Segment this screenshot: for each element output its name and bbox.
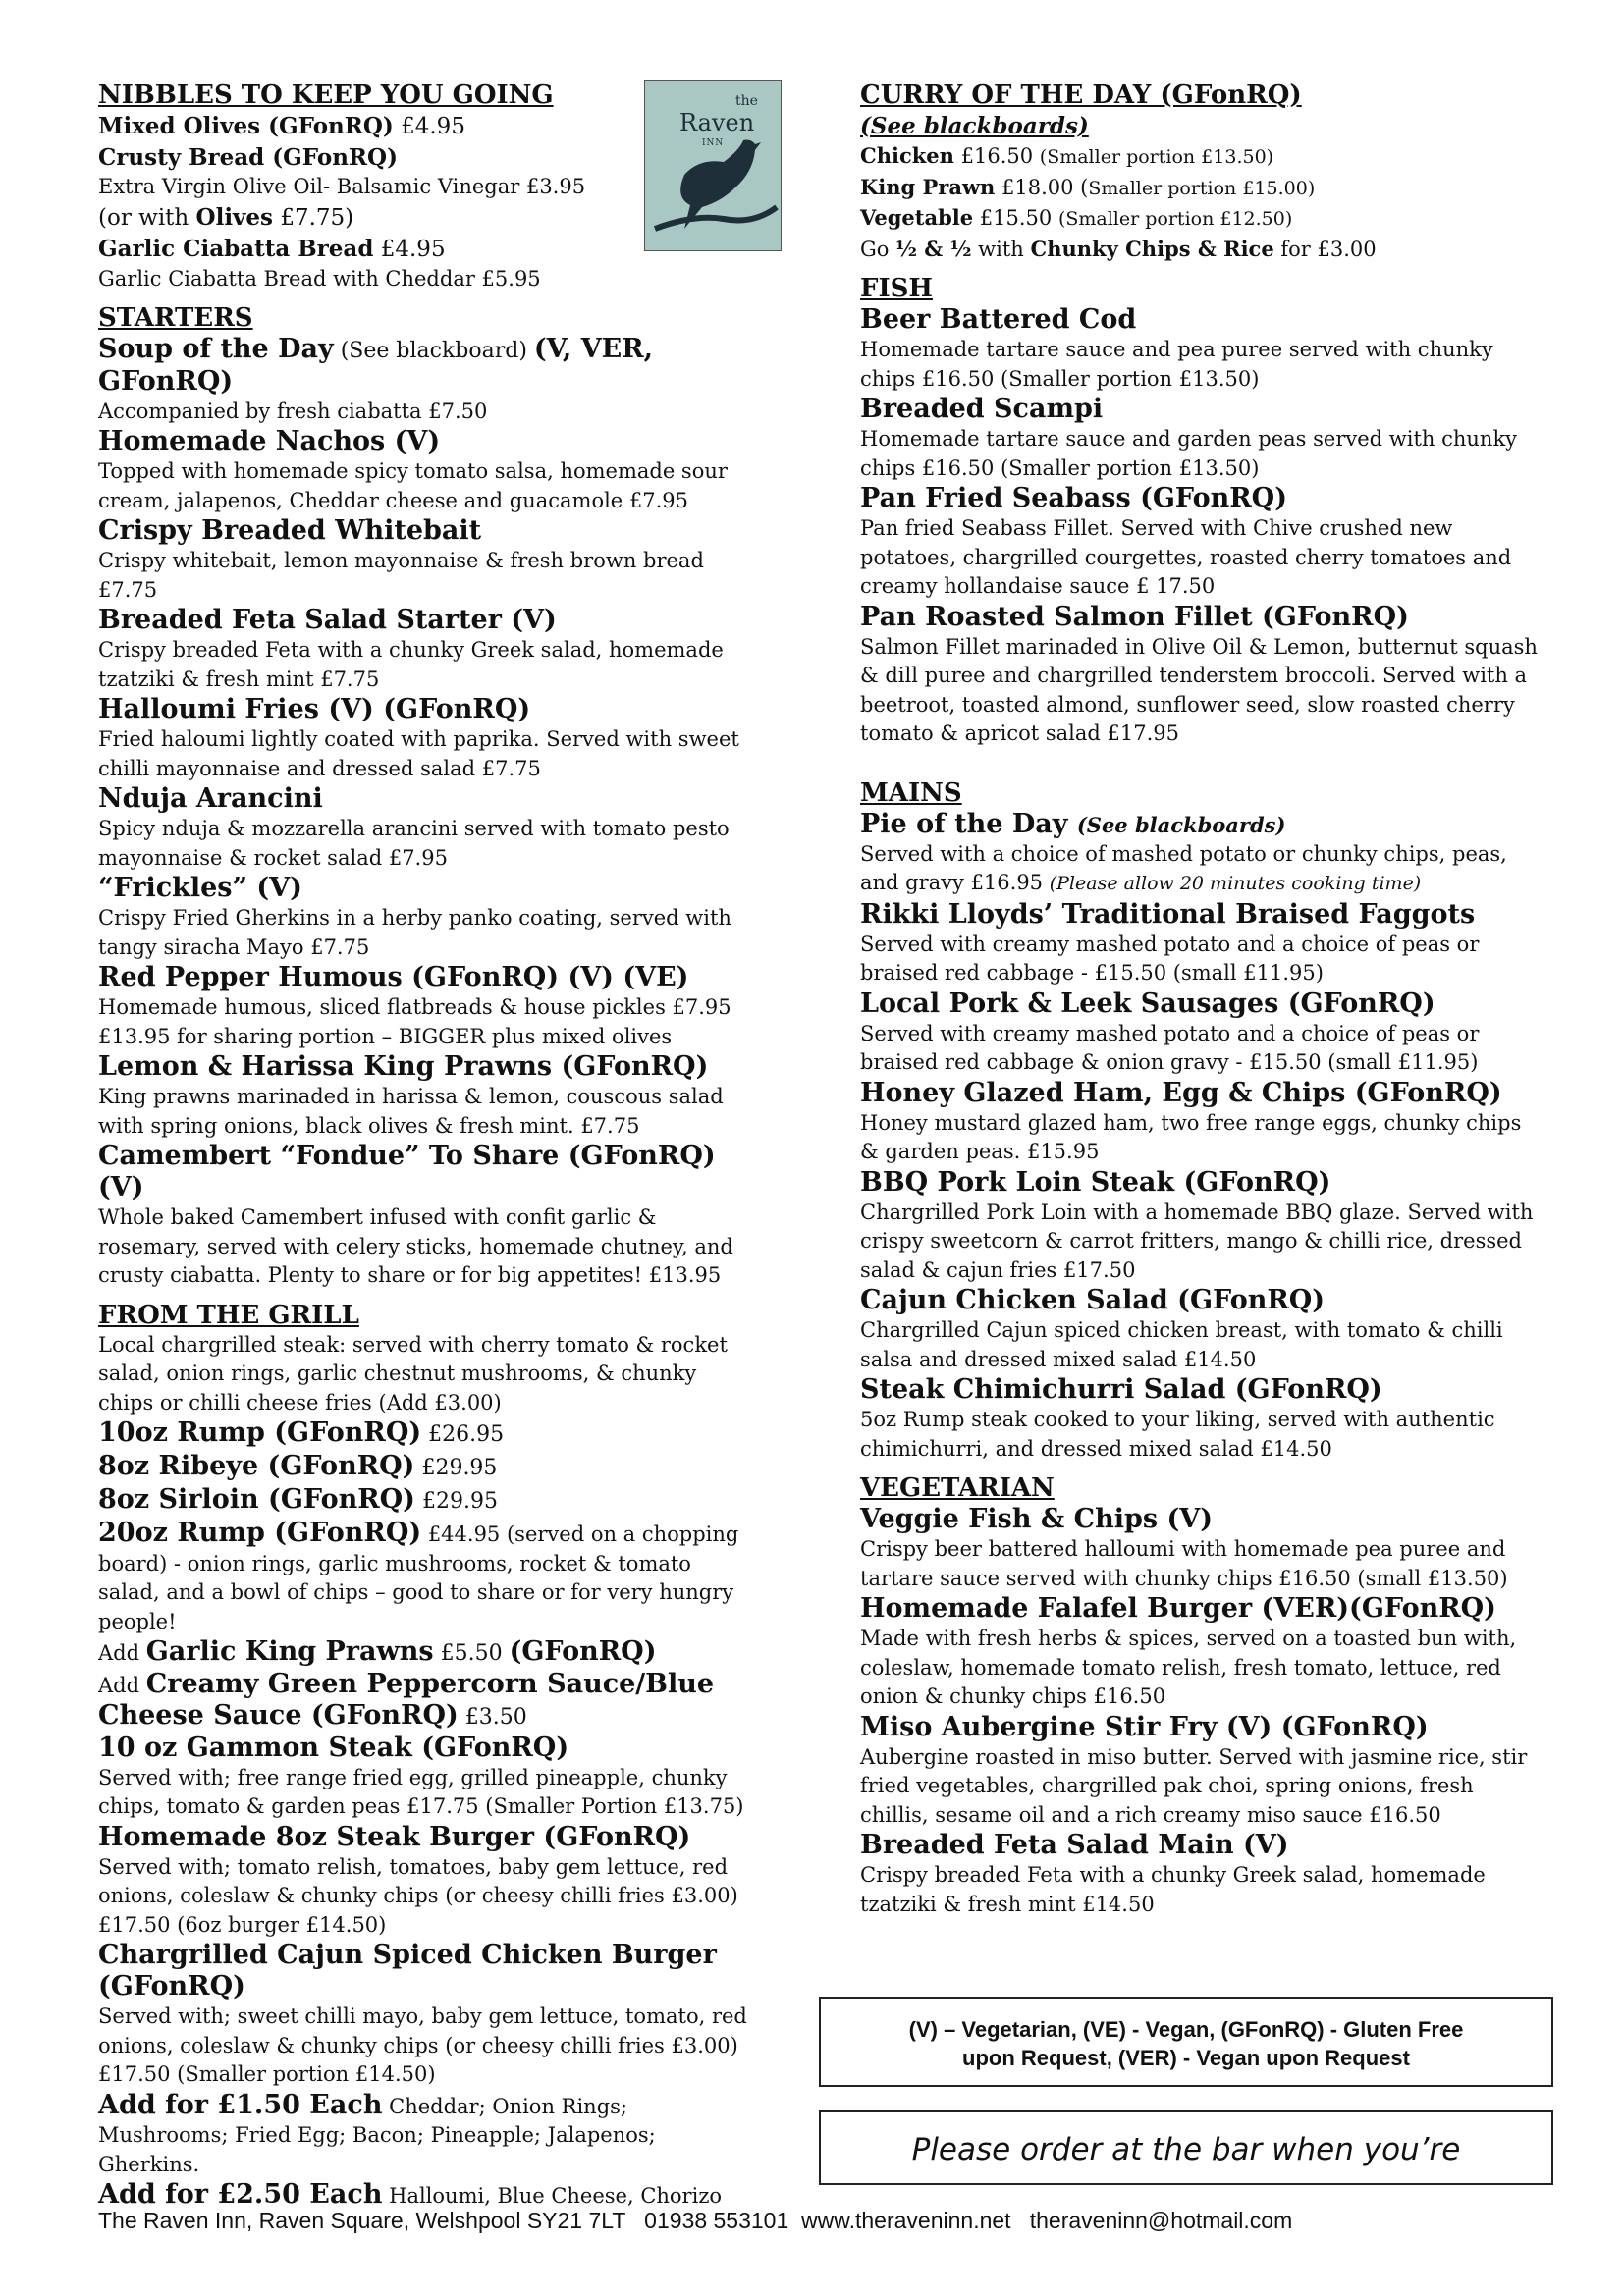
mains-heading: MAINS [860,777,962,808]
footer-contact: The Raven Inn, Raven Square, Welshpool SY21 7LT 01938 553101 www.theraveninn.net theraveninn@hotmail.com [98,2208,1293,2233]
veg-name: Homemade Falafel Burger (VER)(GFonRQ) [860,1593,1496,1624]
starter-name: Lemon & Harissa King Prawns (GFonRQ) [98,1051,709,1082]
veg-desc: Made with fresh herbs & spices, served on a toasted bun with, coleslaw, homemade tomato relish, fresh tomato, lettuce, red onion & chunky chips £16.50 [860,1627,1517,1708]
starter-name: “Frickles” (V) [98,873,302,903]
starter-desc: Topped with homemade spicy tomato salsa, homemade sour cream, jalapenos, Cheddar cheese and guacamole £7.95 [98,459,728,512]
starter-name: Crispy Breaded Whitebait [98,515,482,546]
main-desc: Chargrilled Pork Loin with a homemade BBQ glaze. Served with crispy sweetcorn & carrot fritters, mango & chilli rice, dressed salad & cajun fries £17.50 [860,1200,1534,1282]
starter-desc: Crispy breaded Feta with a chunky Greek salad, homemade tzatziki & fresh mint £7.75 [98,638,724,691]
legend-line2: upon Request, (VER) - Vegan upon Request [962,2046,1410,2070]
curry-option: Chicken £16.50 (Smaller portion £13.50) [860,143,1274,168]
starter-soup-desc: Accompanied by fresh ciabatta £7.50 [98,399,488,423]
starter-name: Halloumi Fries (V) (GFonRQ) [98,694,531,724]
add-prawns: Add Garlic King Prawns £5.50 (GFonRQ) [98,1636,657,1667]
fish-desc: Pan fried Seabass Fillet. Served with Chive crushed new potatoes, chargrilled courgettes, roasted cherry tomatoes and creamy hollandaise sauce £ 17.50 [860,516,1512,598]
starter-name: Homemade Nachos (V) [98,426,441,456]
starter-desc: Spicy nduja & mozzarella arancini served with tomato pesto mayonnaise & rocket salad £7.95 [98,817,730,870]
order-at-bar-note: Please order at the bar when you’re [819,2110,1553,2185]
grill-item-name: Homemade 8oz Steak Burger (GFonRQ) [98,1821,691,1852]
starter-name: Breaded Feta Salad Starter (V) [98,605,557,635]
grill-item-name: 10 oz Gammon Steak (GFonRQ) [98,1732,569,1763]
steak-option: 10oz Rump (GFonRQ) £26.95 [98,1417,505,1448]
logo-name: Raven [679,109,755,136]
main-desc: 5oz Rump steak cooked to your liking, served with authentic chimichurri, and dressed mixed salad £14.50 [860,1408,1495,1461]
starter-desc: Whole baked Camembert infused with confit garlic & rosemary, served with celery sticks, homemade chutney, and crusty ciabatta. Plenty to share or for big appetites! £13.95 [98,1205,733,1287]
grill-item-desc: Served with; free range fried egg, grilled pineapple, chunky chips, tomato & garden peas £17.75 (Smaller Portion £13.75) [98,1765,744,1818]
nibbles-garlic: Garlic Ciabatta Bread £4.95 [98,235,446,262]
fish-name: Pan Roasted Salmon Fillet (GFonRQ) [860,601,1409,632]
right-column [860,80,1538,1919]
starter-desc: Crispy whitebait, lemon mayonnaise & fresh brown bread £7.75 [98,549,704,602]
steak-option: 8oz Ribeye (GFonRQ) £29.95 [98,1451,498,1481]
fish-desc: Homemade tartare sauce and garden peas served with chunky chips £16.50 (Smaller portion £13.50) [860,427,1518,480]
dietary-legend [819,1997,1553,2087]
curry-option: King Prawn £18.00 (Smaller portion £15.00) [860,174,1316,199]
starter-name: Camembert “Fondue” To Share (GFonRQ)(V) [98,1141,716,1202]
main-name: Honey Glazed Ham, Egg & Chips (GFonRQ) [860,1077,1502,1108]
main-desc: Honey mustard glazed ham, two free range eggs, chunky chips & garden peas. £15.95 [860,1110,1522,1163]
add-150: Add for £1.50 Each Cheddar; Onion Rings; Mushrooms; Fried Egg; Bacon; Pineapple; Jalapenos; Gherkins. [98,2089,656,2176]
starter-name: Nduja Arancini [98,783,323,814]
grill-item-desc: Served with; sweet chilli mayo, baby gem lettuce, tomato, red onions, coleslaw & chunky chips (or cheesy chilli fries £3.00) £17.50 (Smaller portion £14.50) [98,2004,747,2086]
main-desc: Served with creamy mashed potato and a choice of peas or braised red cabbage - £15.50 (small £11.95) [860,932,1480,985]
main-name: BBQ Pork Loin Steak (GFonRQ) [860,1166,1331,1198]
main-desc: Chargrilled Cajun spiced chicken breast, with tomato & chilli salsa and dressed mixed salad £14.50 [860,1318,1503,1371]
steak-option: 8oz Sirloin (GFonRQ) £29.95 [98,1484,498,1515]
legend-line1: (V) – Vegetarian, (VE) - Vegan, (GFonRQ) - Gluten Free [908,2017,1464,2042]
starter-name: Red Pepper Humous (GFonRQ) (V) (VE) [98,962,689,992]
starter-desc: Crispy Fried Gherkins in a herby panko coating, served with tangy siracha Mayo £7.75 [98,906,731,959]
nibbles-bread-desc: Extra Virgin Olive Oil- Balsamic Vinegar £3.95 [98,175,586,198]
starter-desc: Fried haloumi lightly coated with paprika. Served with sweet chilli mayonnaise and dressed salad £7.75 [98,727,739,780]
nibbles-bread: Crusty Bread (GFonRQ) [98,144,398,171]
left-column [98,80,756,2212]
veg-name: Veggie Fish & Chips (V) [860,1504,1214,1534]
grill-heading: FROM THE GRILL [98,1300,359,1330]
grill-item-name: Chargrilled Cajun Spiced Chicken Burger (GFonRQ) [98,1940,717,2002]
fish-name: Pan Fried Seabass (GFonRQ) [860,483,1287,513]
add-sauce: Add Creamy Green Peppercorn Sauce/Blue Cheese Sauce (GFonRQ) £3.50 [98,1668,715,1731]
main-pie: Pie of the Day (See blackboards) [860,808,1286,839]
add-250: Add for £2.50 Each Halloumi, Blue Cheese, Chorizo [98,2179,723,2210]
curry-heading: CURRY OF THE DAY (GFonRQ) [860,80,1302,110]
big-rump: 20oz Rump (GFonRQ) £44.95 (served on a chopping board) - onion rings, garlic mushrooms, rocket & tomato salad, and a bowl of chips – good to share or for very hungry people! [98,1518,739,1633]
fish-heading: FISH [860,274,933,303]
main-desc: Served with creamy mashed potato and a choice of peas or braised red cabbage & onion gravy - £15.50 (small £11.95) [860,1021,1480,1074]
fish-name: Beer Battered Cod [860,304,1137,335]
main-name: Rikki Lloyds’ Traditional Braised Faggots [860,898,1476,930]
grill-intro: Local chargrilled steak: served with cherry tomato & rocket salad, onion rings, garlic chestnut mushrooms, & chunky chips or chilli cheese fries (Add £3.00) [98,1332,728,1415]
starter-desc: Homemade humous, sliced flatbreads & house pickles £7.95 £13.95 for sharing portion – BIGGER plus mixed olives [98,995,731,1048]
starter-desc: King prawns marinaded in harissa & lemon, couscous salad with spring onions, black olives & fresh mint. £7.75 [98,1085,724,1138]
veg-desc: Crispy beer battered halloumi with homemade pea puree and tartare sauce served with chunky chips £16.50 (small £13.50) [860,1537,1508,1590]
fish-name: Breaded Scampi [860,394,1104,424]
curry-half-half: Go ½ & ½ with Chunky Chips & Rice for £3.00 [860,236,1377,261]
curry-sub: (See blackboards) [860,113,1089,139]
veg-desc: Aubergine roasted in miso butter. Served with jasmine rice, stir fried vegetables, chargrilled pak choi, spring onions, fresh chillis, sesame oil and a rich creamy miso sauce £16.50 [860,1744,1528,1827]
fish-desc: Salmon Fillet marinaded in Olive Oil & Lemon, butternut squash & dill puree and chargrilled tenderstem broccoli. Served with a beetroot, toasted almond, sunflower seed, slow roasted cherry tomato & apricot salad £17.95 [860,634,1538,745]
nibbles-olives: Mixed Olives (GFonRQ) £4.95 [98,113,465,139]
nibbles-heading: NIBBLES TO KEEP YOU GOING [98,80,554,110]
veg-name: Miso Aubergine Stir Fry (V) (GFonRQ) [860,1711,1429,1742]
grill-item-desc: Served with; tomato relish, tomatoes, baby gem lettuce, red onions, coleslaw & chunky chips (or cheesy chilli fries £3.00) £17.50 (6oz burger £14.50) [98,1854,738,1937]
nibbles-garlic-cheddar: Garlic Ciabatta Bread with Cheddar £5.95 [98,266,541,291]
starters-heading: STARTERS [98,303,253,333]
veg-name: Breaded Feta Salad Main (V) [860,1830,1289,1860]
nibbles-bread-olives: (or with Olives £7.75) [98,203,354,231]
main-name: Cajun Chicken Salad (GFonRQ) [860,1285,1326,1315]
logo-inn: INN [702,138,725,148]
veg-desc: Crispy breaded Feta with a chunky Greek salad, homemade tzatziki & fresh mint £14.50 [860,1863,1486,1916]
raven-bird-icon [645,81,781,250]
raven-logo [644,80,782,251]
curry-option: Vegetable £15.50 (Smaller portion £12.50) [860,205,1293,230]
main-name: Local Pork & Leek Sausages (GFonRQ) [860,988,1435,1019]
vegetarian-heading: VEGETARIAN [860,1473,1055,1503]
logo-the: the [735,93,758,109]
fish-desc: Homemade tartare sauce and pea puree served with chunky chips £16.50 (Smaller portion £13.50) [860,338,1493,391]
main-name: Steak Chimichurri Salad (GFonRQ) [860,1374,1382,1405]
main-pie-desc: Served with a choice of mashed potato or chunky chips, peas, and gravy £16.95 (Please allow 20 minutes cooking time) [860,841,1507,894]
starter-soup: Soup of the Day (See blackboard) (V, VER, GFonRQ) [98,334,654,397]
